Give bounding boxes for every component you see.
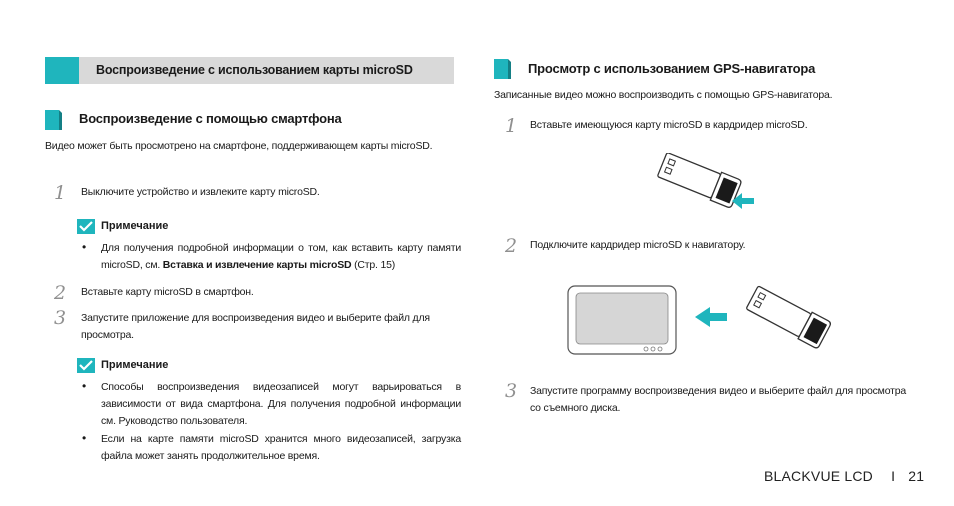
note-title: Примечание <box>101 220 169 232</box>
page-footer <box>764 468 924 484</box>
subsection-marker-icon <box>494 59 514 79</box>
step-number: 3 <box>54 307 67 329</box>
note-bullet-link: Вставка и извлечение карты microSD <box>162 259 352 271</box>
step-text: Выключите устройство и извлеките карту microSD. <box>81 186 320 198</box>
bullet-dot: • <box>82 379 87 393</box>
intro-text-gps: Записанные видео можно воспроизводить с помощью GPS-навигатора. <box>494 89 833 101</box>
section-header-bar <box>45 57 454 84</box>
navigator-connection-illustration <box>565 283 845 358</box>
step-text: Вставьте имеющуюся карту microSD в кардридер microSD. <box>530 119 808 131</box>
note-title: Примечание <box>101 359 169 371</box>
subsection-title-smartphone: Воспроизведение с помощью смартфона <box>79 111 342 126</box>
section-accent-block <box>45 57 79 84</box>
note-bullet-text <box>101 240 461 274</box>
bullet-dot: • <box>82 431 87 445</box>
step-text: Вставьте карту microSD в смартфон. <box>81 286 254 298</box>
note-bullet-suffix: (Стр. 15) <box>351 259 396 271</box>
step-text: Запустите программу воспроизведения видео и выберите файл для просмотра со съемного диска. <box>530 385 906 414</box>
intro-text-smartphone: Видео может быть просмотрено на смартфоне, поддерживающем карты microSD. <box>45 140 433 152</box>
card-reader-illustration <box>650 153 760 215</box>
check-icon <box>77 358 95 373</box>
note-bullet-prefix: Для получения подробной информации о том, как вставить карту памяти microSD, см. <box>101 242 461 271</box>
step-number: 1 <box>505 115 518 137</box>
step-text: Запустите приложение для воспроизведения видео и выберите файл для просмотра. <box>81 312 430 341</box>
note-bullet-text: Если на карте памяти microSD хранится много видеозаписей, загрузка файла может занять продолжительное время. <box>101 433 461 462</box>
step-number: 3 <box>505 380 518 402</box>
step-text: Подключите кардридер microSD к навигатору. <box>530 239 746 251</box>
footer-brand: BLACKVUE LCD <box>764 468 873 484</box>
subsection-title-gps: Просмотр с использованием GPS-навигатора <box>528 61 816 76</box>
section-title: Воспроизведение с использованием карты microSD <box>96 63 413 77</box>
bullet-dot: • <box>82 240 87 254</box>
page-number: 21 <box>908 468 925 484</box>
step-number: 1 <box>54 182 67 204</box>
check-icon <box>77 219 95 234</box>
step-number: 2 <box>54 282 67 304</box>
footer-separator: I <box>891 468 896 484</box>
step-number: 2 <box>505 235 518 257</box>
subsection-marker-icon <box>45 110 65 130</box>
note-bullet-text: Способы воспроизведения видеозаписей могут варьироваться в зависимости от вида смартфона. Для получения подробной информации см. Руководство пользователя. <box>101 381 461 427</box>
